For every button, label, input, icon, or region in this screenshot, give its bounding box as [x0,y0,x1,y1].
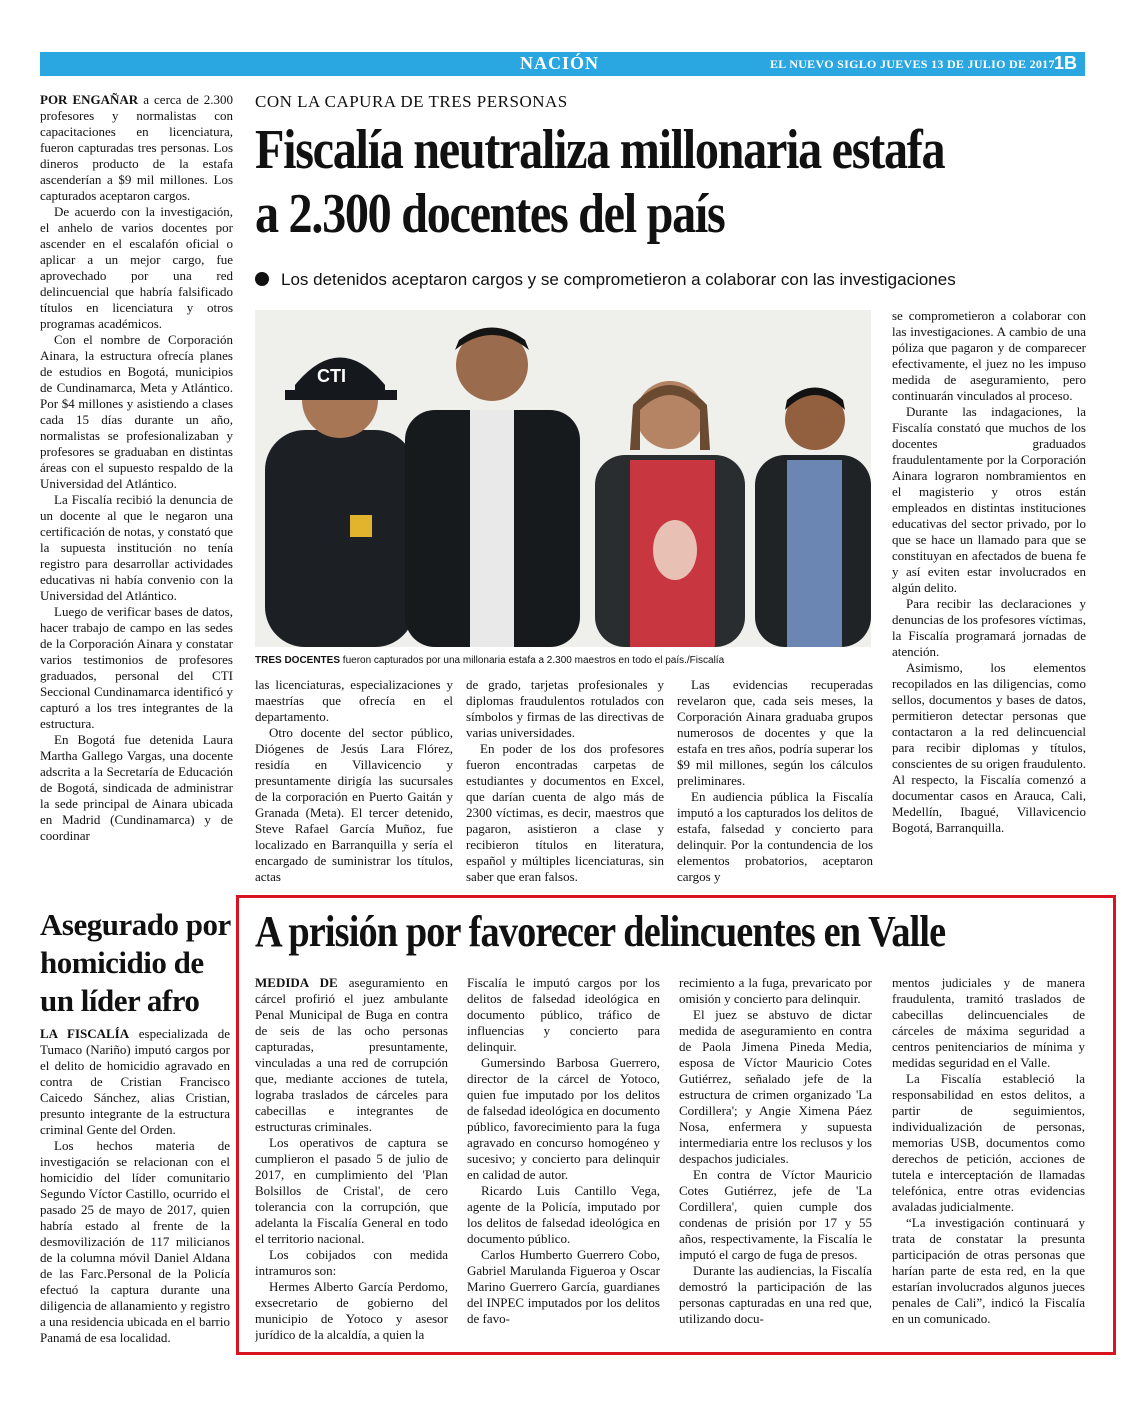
article-deck [255,270,956,290]
caption-lead: TRES DOCENTES [255,655,341,666]
paragraph: Para recibir las declaraciones y denuncias de los profesores víctimas, la Fiscalía programará jornadas de atención. [892,596,1086,659]
paragraph: recimiento a la fuga, prevaricato por omisión y concierto para delinquir. [679,975,872,1006]
paragraph: Durante las indagaciones, la Fiscalía constató que muchos de los docentes graduados fraudulentamente por la Corporación Ainara lograron nombramientos en el magisterio y otros están empleados en distintas instituciones educativas del sector privado, por lo que se hace un llamado para que se constituyan en afectados de buena fe y así eviten estar involucrados en algún delito. [892,404,1086,595]
cap-badge: CTI [317,366,346,386]
paragraph: las licenciaturas, especializaciones y maestrías que ofrecía en el departamento. [255,677,453,724]
paragraph: Con el nombre de Corporación Ainara, la estructura ofrecía planes de estudios en Bogotá, municipios de Cundinamarca, Meta y Atlántico. Por $4 millones y asistiendo a clases cada 15 días durante un año, normalistas se profesionalizaban y profesores se graduaban en distintas áreas con el supuesto respaldo de la Universidad del Atlántico. [40,332,233,491]
paragraph: Los hechos materia de investigación se relacionan con el homicidio del líder comunitario Segundo Víctor Castillo, ocurrido el pasado 25 de mayo de 2017, quien habría estado al frente de la desmovilización de 117 milicianos de la columna móvil Daniel Aldana de las Farc.Personal de la Policía efectuó la captura durante una diligencia de allanamiento y registro a una residencia ubicada en el barrio Panamá de esa localidad. [40,1138,230,1345]
paragraph: Los operativos de captura se cumplieron el pasado 5 de julio de 2017, en cumplimiento del 'Plan Bolsillos de Cristal', de cero tolerancia con la corrupción, que adelanta la Fiscalía General en todo el territorio nacional. [255,1135,448,1246]
paragraph: de grado, tarjetas profesionales y diplomas fraudulentos rotulados con símbolos y firmas de las directivas de varias universidades. [466,677,664,740]
paragraph: En audiencia pública la Fiscalía imputó a los capturados los delitos de estafa, falsedad y concierto para delinquir. Por la contundencia de los elementos probatorios, aceptaron cargos y [677,789,873,884]
lead-in: LA FISCALÍA [40,1026,130,1041]
deck-text: Los detenidos aceptaron cargos y se comprometieron a colaborar con las investigaciones [281,270,956,289]
side-story-headline: Asegurado por homicidio de un líder afro [40,907,231,1018]
section-name: NACIÓN [520,53,600,73]
article-headline: Fiscalía neutraliza millonaria estafa a 2.300 docentes del país [255,119,945,245]
article-column-4 [677,677,873,887]
paragraph: Fiscalía le imputó cargos por los delitos de falsedad ideológica en documento público, tráfico de influencias y concierto para delinquir. [467,975,660,1054]
detainees-photo-illustration [255,310,871,647]
paragraph: Las evidencias recuperadas revelaron que, cada seis meses, la Corporación Ainara graduaba grupos numerosos de docentes y que la estafa en tres años, podría superar los $9 mil millones, según los cálculos preliminares. [677,677,873,788]
lead-in: MEDIDA DE [255,975,338,990]
page-number: 1B [1053,53,1077,73]
paragraph: El juez se abstuvo de dictar medida de aseguramiento en contra de Paola Jimena Pineda Media, esposa de Víctor Mauricio Cotes Gutiérrez, señalado jefe de la estructura de crimen organizado 'La Cordillera'; y Angie Ximena Páez Nosa, enfermera y supuesta intermediaria entre los reclusos y los despachos judiciales. [679,1007,872,1166]
paragraph: De acuerdo con la investigación, el anhelo de varios docentes por ascender en el escalafón oficial o aplicar a un mejor cargo, fue aprovechado por una red delincuencial que habría falsificado títulos en licenciatura y otros programas académicos. [40,204,233,331]
article-right-column [892,308,1086,887]
valle-story-headline: A prisión por favorecer delincuentes en Valle [255,907,946,956]
paragraph: Luego de verificar bases de datos, hacer trabajo de campo en las sedes de la Corporación Ainara y constatar varios testimonios de profesores graduados, personal del CTI Seccional Cundinamarca identificó y capturó a los tres integrantes de la estructura. [40,604,233,731]
valle-column-3 [679,975,872,1345]
valle-column-1 [255,975,448,1345]
paragraph: aseguramiento en cárcel profirió el juez ambulante Penal Municipal de Buga en contra de seis de las ocho personas capturadas, presuntamente, vinculadas a una red de corrupción que, mediante acciones de tutela, lograba traslados de cárceles para cabecillas e integrantes de estructuras criminales. [255,975,448,1134]
paragraph: Durante las audiencias, la Fiscalía demostró la participación de las personas capturadas en una red que, utilizando docu- [679,1263,872,1326]
side-story-body [40,1026,230,1351]
paragraph: Gumersindo Barbosa Guerrero, director de la cárcel de Yotoco, quien fue imputado por los delitos de falsedad ideológica en documento público, favorecimiento para la fuga agravado en concurso homogéneo y sucesivo; y concierto para delinquir en calidad de autor. [467,1055,660,1182]
paragraph: En poder de los dos profesores fueron encontradas carpetas de estudiantes y documentos en Excel, que darían cuenta de algo más de 2300 víctimas, es decir, maestros que pagaron, asistieron a clase y recibieron títulos en literatura, español y múltiples licenciaturas, sin saber que eran falsos. [466,741,664,884]
paragraph: La Fiscalía estableció la responsabilidad en estos delitos, a partir de seguimientos, individualización de personas, memorias USB, documentos como derechos de petición, acciones de tutela e interceptación de llamadas telefónica, entre otras evidencias avaladas judicialmente. [892,1071,1085,1214]
paragraph: Asimismo, los elementos recopilados en las diligencias, como sellos, documentos y bases de datos, permitieron detectar personas que contactaron a la red delincuencial para recibir diplomas y títulos, conscientes de su origen fraudulento. Al respecto, la Fiscalía comenzó a documentar casos en Arauca, Cali, Medellín, Ibagué, Villavicencio Bogotá, Barranquilla. [892,660,1086,835]
caption-text: fueron capturados por una millonaria estafa a 2.300 maestros en todo el país./Fiscalía [340,655,725,666]
paragraph: Los cobijados con medida intramuros son: [255,1247,448,1278]
paragraph: Carlos Humberto Guerrero Cobo, Gabriel Marulanda Figueroa y Oscar Marino Guerrero García, guardianes del INPEC imputados por los delitos de favo- [467,1247,660,1326]
bullet-icon [255,272,269,286]
photo-caption [255,655,724,666]
newspaper-dateline: EL NUEVO SIGLO JUEVES 13 DE JULIO DE 2017 [770,57,1055,71]
paragraph: Otro docente del sector público, Diógenes de Jesús Lara Flórez, residía en Villavicencio y presuntamente dirigía las sucursales de la corporación en Puerto Gaitán y Granada (Meta). El tercer detenido, Steve Rafael García Muñoz, fue localizado en Barranquilla y sería el encargado de suministrar los títulos, actas [255,725,453,884]
paragraph: En contra de Víctor Mauricio Cotes Gutiérrez, jefe de 'La Cordillera', quien cumple dos condenas de prisión por 17 y 55 años, respectivamente, la Fiscalía le imputó el cargo de fuga de presos. [679,1167,872,1262]
paragraph: a cerca de 2.300 profesores y normalistas con capacitaciones en licenciatura, fueron capturadas tres personas. Los dineros producto de la estafa ascenderían a $9 mil millones. Los capturados aceptaron cargos. [40,92,233,203]
lead-in: POR ENGAÑAR [40,92,139,107]
paragraph: “La investigación continuará y trata de constatar la presunta participación de otras personas que harían parte de esta red, en la que estarían involucrados algunos jueces penales de Cali”, indicó la Fiscalía en un comunicado. [892,1215,1085,1326]
valle-column-2 [467,975,660,1345]
section-header-bar [40,52,1085,76]
paragraph: especializada de Tumaco (Nariño) imputó cargos por el delito de homicidio agravado en contra de Cristian Francisco Caicedo Sánchez, alias Cristian, presunto integrante de la estructura criminal Gente del Orden. [40,1026,230,1137]
paragraph: se comprometieron a colaborar con las investigaciones. A cambio de una póliza que pagaron y de comparecer efectivamente, el juez no les impuso medida de aseguramiento, pero continuarán vinculados al proceso. [892,308,1086,403]
article-left-column [40,92,233,887]
paragraph: Ricardo Luis Cantillo Vega, agente de la Policía, imputado por los delitos de falsedad ideológica en documento público. [467,1183,660,1246]
article-column-3 [466,677,664,887]
paragraph: mentos judiciales y de manera fraudulenta, tramitó traslados de cabecillas delincuenciales de cárceles de máxima seguridad a centros penitenciarios de mínima y medidas seguridad en el Valle. [892,975,1085,1070]
paragraph: En Bogotá fue detenida Laura Martha Gallego Vargas, una docente adscrita a la Secretaría de Educación de Bogotá, sindicada de administrar la sede principal de Ainara ubicada en Madrid (Cundinamarca) y de coordinar [40,732,233,843]
article-column-2 [255,677,453,887]
article-photo [255,310,871,647]
paragraph: Hermes Alberto García Perdomo, exsecretario de gobierno del municipio de Yotoco y asesor jurídico de la alcaldía, a quien la [255,1279,448,1342]
valle-column-4 [892,975,1085,1345]
paragraph: La Fiscalía recibió la denuncia de un docente al que le negaron una certificación de notas, y constató que la supuesta institución no tenía registro para desarrollar actividades educativas ni había convenio con la Universidad del Atlántico. [40,492,233,603]
article-kicker: CON LA CAPURA DE TRES PERSONAS [255,92,568,111]
